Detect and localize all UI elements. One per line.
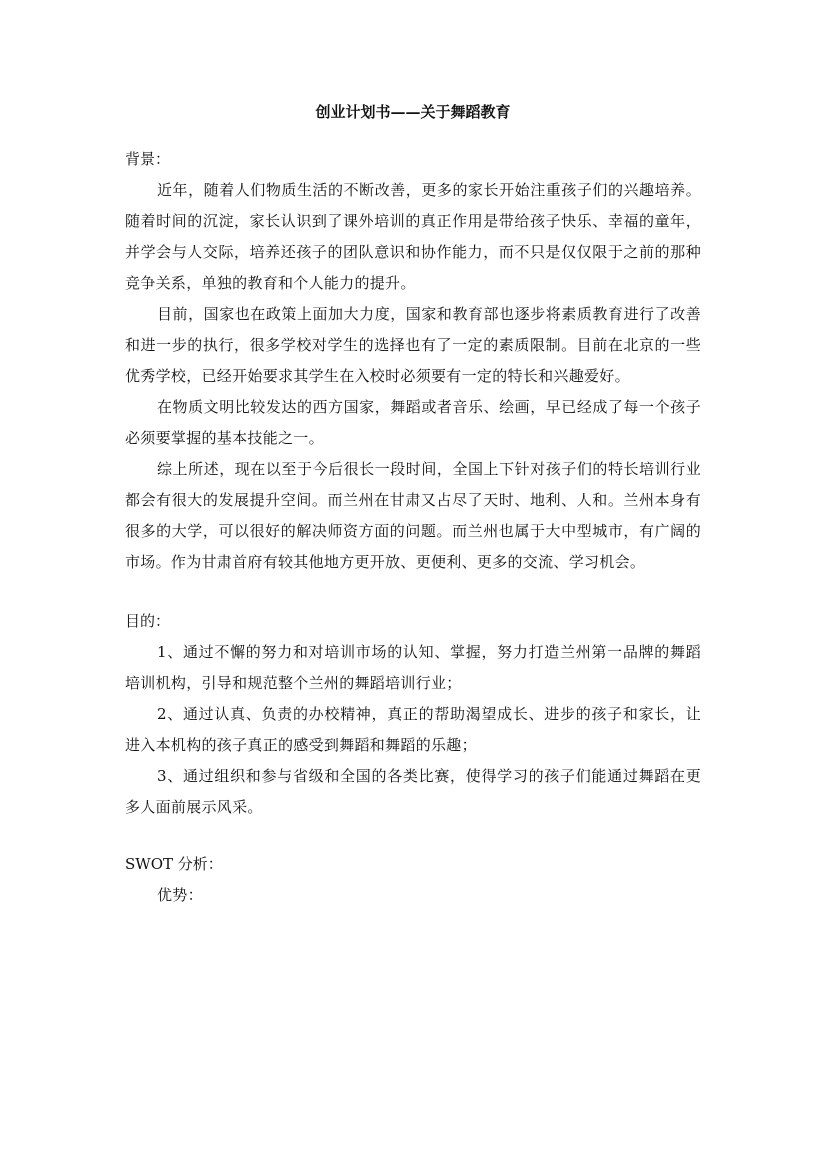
- background-paragraph-2: 目前，国家也在政策上面加大力度，国家和教育部也逐步将素质教育进行了改善和进一步的执行，很多学校对学生的选择也有了一定的素质限制。目前在北京的一些优秀学校，已经开始要求其学生在入校时必须要有一定的特长和兴趣爱好。: [125, 305, 701, 385]
- background-section: [125, 144, 701, 578]
- document-title: 创业计划书——关于舞蹈教育: [315, 103, 511, 121]
- swot-strengths-subheading: 优势：: [157, 886, 203, 904]
- document-body: [125, 100, 701, 911]
- section-spacer: [125, 823, 701, 849]
- purpose-item-1: 1、通过不懈的努力和对培训市场的认知、掌握，努力打造兰州第一品牌的舞蹈培训机构，引导和规范整个兰州的舞蹈培训行业；: [125, 643, 701, 692]
- purpose-heading: 目的：: [125, 612, 171, 630]
- background-paragraph-4: 综上所述，现在以至于今后很长一段时间，全国上下针对孩子们的特长培训行业都会有很大的发展提升空间。而兰州在甘肃又占尽了天时、地利、人和。兰州本身有很多的大学，可以很好的解决师资方面的问题。而兰州也属于大中型城市，有广阔的市场。作为甘肃首府有较其他地方更开放、更便利、更多的交流、学习机会。: [125, 460, 701, 571]
- swot-heading: SWOT 分析：: [125, 855, 223, 873]
- background-paragraph-3: 在物质文明比较发达的西方国家，舞蹈或者音乐、绘画，早已经成了每一个孩子必须要掌握的基本技能之一。: [125, 398, 701, 447]
- background-paragraph-1: 近年，随着人们物质生活的不断改善，更多的家长开始注重孩子们的兴趣培养。随着时间的沉淀，家长认识到了课外培训的真正作用是带给孩子快乐、幸福的童年，并学会与人交际，培养还孩子的团队意识和协作能力，而不只是仅仅限于之前的那种竞争关系，单独的教育和个人能力的提升。: [125, 181, 701, 292]
- purpose-item-3: 3、通过组织和参与省级和全国的各类比赛，使得学习的孩子们能通过舞蹈在更多人面前展示风采。: [125, 767, 701, 816]
- purpose-section: [125, 606, 701, 823]
- background-heading: 背景：: [125, 150, 171, 168]
- section-spacer: [125, 578, 701, 606]
- purpose-item-2: 2、通过认真、负责的办校精神，真正的帮助渴望成长、进步的孩子和家长，让进入本机构的孩子真正的感受到舞蹈和舞蹈的乐趣；: [125, 705, 701, 754]
- swot-section: [125, 849, 701, 911]
